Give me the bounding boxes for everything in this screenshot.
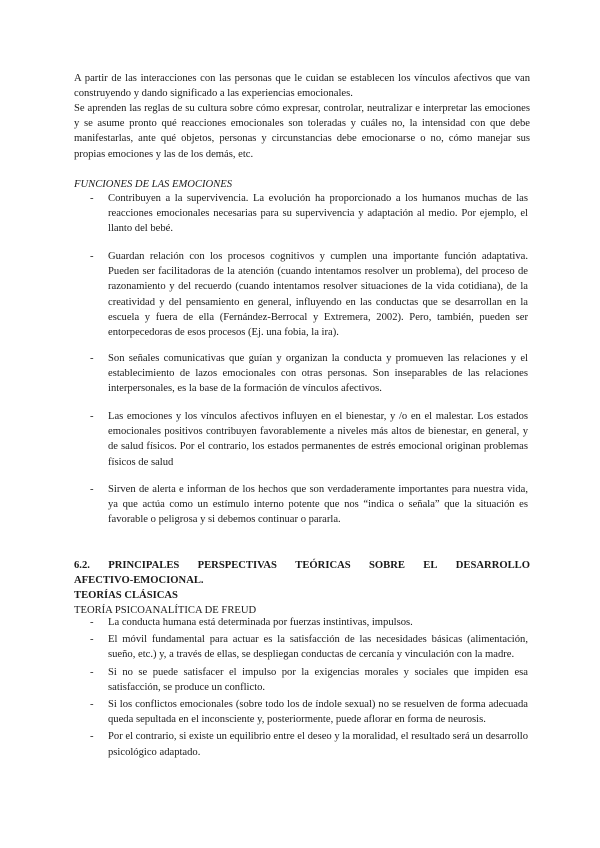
list-item (0, 615, 528, 630)
title-word: PERSPECTIVAS (197, 560, 277, 571)
list-item-text: Por el contrario, si existe un equilibrio entre el deseo y la moralidad, el resultado será un desarrollo psicológico adaptado. (108, 731, 528, 758)
dash-bullet: - (90, 731, 94, 743)
list-item-text: El móvil fundamental para actuar es la satisfacción de las necesidades básicas (alimentación, sueño, etc.) y, a través de ellas, se despliegan conductas de cercanía y vinculación con la madre. (108, 634, 528, 661)
intro-paragraph-2: Se aprenden las reglas de su cultura sobre cómo expresar, controlar, neutralizar e interpretar las emociones y se asume pronto qué reacciones emocionales son toleradas y cuáles no, la intensidad con que debe manifestarlas, ante qué objetos, personas y circunstancias debe emocionarse o no, cómo manejar sus propias emociones y las de los demás, etc. (74, 103, 530, 160)
title-word: DESARROLLO (455, 560, 530, 571)
dash-bullet: - (90, 251, 94, 262)
classic-theories-heading: TEORÍAS CLÁSICAS (74, 590, 178, 601)
functions-list (0, 409, 600, 470)
list-item-text: Son señales comunicativas que guían y organizan la conducta y promueven las relaciones y el establecimiento de lazos emocionales con otras personas. Son inseparables de las relaciones interpersonales, es la base de la formación de vínculos afectivos. (108, 353, 528, 395)
intro-paragraph-1: A partir de las interacciones con las personas que le cuidan se establecen los vínculos afectivos que van construyendo y dando significado a las experiencias emocionales. (74, 73, 530, 100)
list-item-text: Si los conflictos emocionales (sobre todo los de índole sexual) no se resuelven de forma adecuada queda sepultada en el inconsciente y, posteriormente, puede aflorar en forma de neurosis. (108, 699, 528, 726)
list-item-text: Sirven de alerta e informan de los hechos que son verdaderamente importantes para nuestra vida, ya que actúa como un estímulo interno potente que nos “indica o señala” que la situación es favorable o peligrosa y si debemos continuar o pararla. (108, 484, 528, 526)
list-item (0, 697, 528, 727)
list-item-text: Las emociones y los vínculos afectivos influyen en el bienestar, y /o en el malestar. Los estados emocionales positivos contribuyen favorablemente a niveles más altos de bienestar, en general, y de salud físicos. Por el contrario, los estados permanentes de estrés emocional originan problemas físicos de salud (108, 411, 528, 468)
title-word: EL (423, 560, 438, 571)
dash-bullet: - (90, 353, 94, 364)
list-item (0, 482, 528, 528)
list-item-text: Si no se puede satisfacer el impulso por la exigencias morales y sociales que impiden esa satisfacción, se produce un conflicto. (108, 666, 528, 693)
list-item (0, 665, 528, 695)
list-item (0, 729, 528, 759)
dash-bullet: - (90, 699, 94, 711)
list-item (0, 191, 528, 237)
list-item (0, 409, 528, 470)
section-number: 6.2. (74, 560, 90, 571)
section-title (74, 558, 530, 588)
freud-theory-heading: TEORÍA PSICOANALÍTICA DE FREUD (74, 605, 257, 616)
dash-bullet: - (90, 484, 94, 495)
list-item-text: Guardan relación con los procesos cognitivos y cumplen una importante función adaptativa. Pueden ser facilitadoras de la atención (cuando intentamos resolver un problema), del proceso de razonamiento y del recuerdo (cuando intentamos resolver situaciones de la vida cotidiana), de la creatividad y del pensamiento en general, influyendo en las conductas que se desarrollan en la escuela y fuera de ella (Fernández-Berrocal y Extremera, 2002). Pero, también, pueden ser entorpecedoras de esos procesos (Ej. una fobia, la ira). (108, 251, 528, 339)
dash-bullet: - (90, 617, 94, 628)
list-item-text: La conducta humana está determinada por fuerzas instintivas, impulsos. (108, 617, 413, 628)
functions-heading: FUNCIONES DE LAS EMOCIONES (74, 179, 233, 190)
dash-bullet: - (90, 193, 94, 204)
list-item (0, 249, 528, 340)
list-item (0, 632, 528, 662)
section-title-line-2: AFECTIVO-EMOCIONAL. (74, 575, 204, 587)
dash-bullet: - (90, 666, 94, 678)
functions-list (0, 249, 600, 340)
functions-list (0, 191, 600, 237)
list-item-text: Contribuyen a la supervivencia. La evolución ha proporcionado a los humanos muchas de las reacciones emocionales necesarias para su supervivencia y adaptación al medio. Por ejemplo, el llanto del bebé. (108, 193, 528, 235)
dash-bullet: - (90, 411, 94, 422)
title-word: SOBRE (369, 560, 405, 571)
list-item (0, 351, 528, 397)
title-word: TEÓRICAS (295, 560, 351, 571)
dash-bullet: - (90, 634, 94, 646)
functions-list (0, 351, 600, 397)
freud-list (0, 615, 600, 762)
title-word: PRINCIPALES (108, 560, 180, 571)
functions-list (0, 482, 600, 528)
